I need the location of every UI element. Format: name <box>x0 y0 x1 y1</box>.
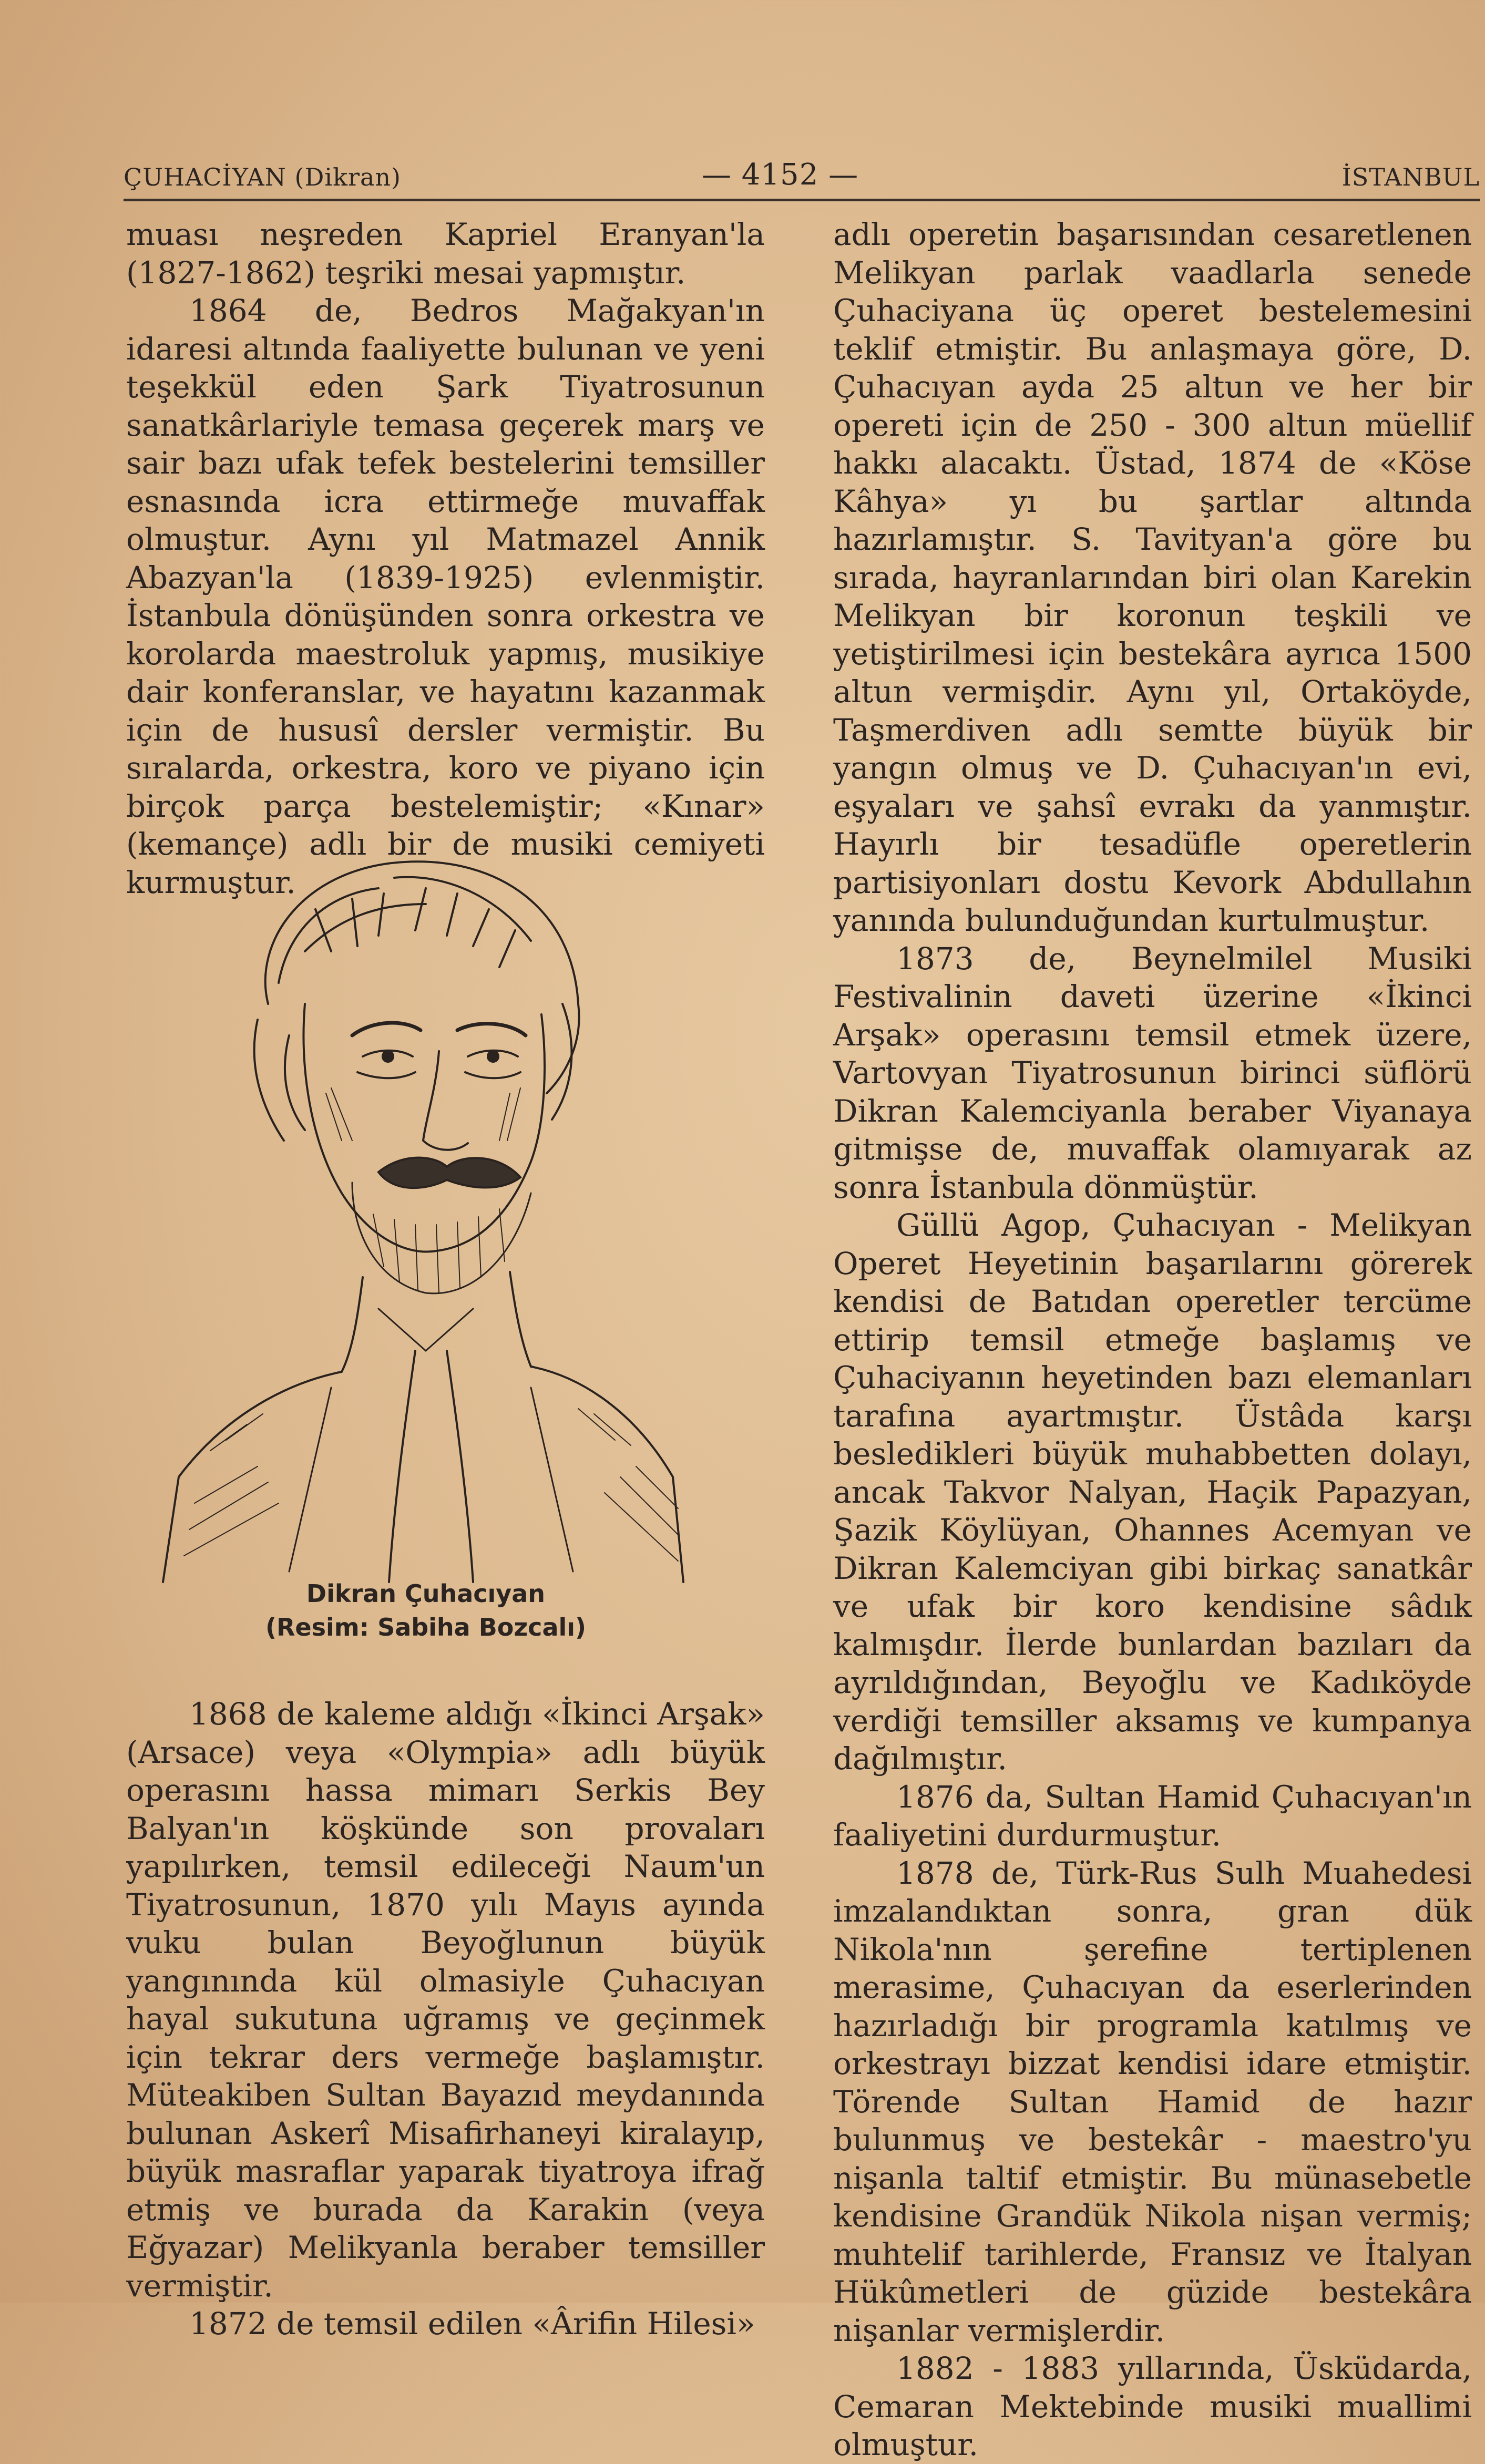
paragraph: 1868 de kaleme aldığı «İkinci Arşak» (Arsace) veya «Olympia» adlı büyük operasını hassa mimarı Serkis Bey Balyan'ın köşkünde son provaları yapılırken, temsil edileceği Naum'un Tiyatrosunun, 1870 yılı Mayıs ayında vuku bulan Beyoğlunun büyük yangınında kül olmasiyle Çuhacıyan hayal sukutuna uğramış ve geçinmek için tekrar ders vermeğe başlamıştır. Müteakiben Sultan Bayazıd meydanında bulunan Askerî Misafirhaneyi kiralayıp, büyük masraflar yaparak tiyatroya ifrağ etmiş ve burada da Karakin (veya Eğyazar) Melikyanla beraber temsiller vermiştir. <box>126 1696 765 2304</box>
paragraph: 1873 de, Beynelmilel Musiki Festivalinin daveti üzerine «İkinci Arşak» operasını temsil etmek üzere, Vartovyan Tiyatrosunun birinci süflörü Dikran Kalemciyanla beraber Viyanaya gitmişse de, muvaffak olamıyarak az sonra İstanbula dönmüştür. <box>833 940 1472 1205</box>
paragraph: 1878 de, Türk-Rus Sulh Muahedesi imzalandıktan sonra, gran dük Nikola'nın şerefine tertiplenen merasime, Çuhacıyan da eserlerinden hazırladığı bir programla katılmış ve orkestrayı bizzat kendisi idare etmiştir. Törende Sultan Hamid de hazır bulunmuş ve bestekâr - maestro'yu nişanla taltif etmiştir. Bu münasebetle kendisine Grandük Nikola nişan vermiş; muhtelif tarihlerde, Fransız ve İtalyan Hükûmetleri de güzide bestekâra nişanlar vermişlerdir. <box>833 1855 1472 2348</box>
running-header <box>124 158 1480 194</box>
paragraph: Güllü Agop, Çuhacıyan - Melikyan Operet Heyetinin başarılarını görerek kendisi de Batıdan operetler tercüme ettirip temsil etmeğe başlamış ve Çuhaciyanın heyetinden bazı elemanları tarafına ayartmıştır. Üstâda karşı besledikleri büyük muhabbetten dolayı, ancak Takvor Nalyan, Haçik Papazyan, Şazik Köylüyan, Ohannes Acemyan ve Dikran Kalemciyan gibi birkaç sanatkâr ve ufak bir koro kendisine sâdık kalmışdır. İlerde bunlardan bazıları da ayrıldığından, Beyoğlu ve Kadıköyde verdiği temsiller aksamış ve kumpanya dağılmıştır. <box>833 1207 1472 1777</box>
paragraph: 1876 da, Sultan Hamid Çuhacıyan'ın faaliyetini durdurmuştur. <box>833 1779 1472 1853</box>
right-column <box>833 215 1472 2464</box>
portrait-engraving <box>131 846 699 1593</box>
header-title: ÇUHACİYAN (Dikran) <box>124 163 401 191</box>
portrait-caption <box>221 1577 631 1644</box>
caption-credit: (Resim: Sabiha Bozcalı) <box>265 1613 587 1641</box>
caption-name: Dikran Çuhacıyan <box>306 1579 546 1608</box>
header-section: İSTANBUL <box>1341 163 1480 191</box>
paragraph: adlı operetin başarısından cesaretlenen Melikyan parlak vaadlarla senede Çuhaciyana üç operet bestelemesini teklif etmiştir. Bu anlaşmaya göre, D. Çuhacıyan ayda 25 altun ve her bir opereti için de 250 - 300 altun müellif hakkı alacaktı. Üstad, 1874 de «Köse Kâhya» yı bu şartlar altında hazırlamıştır. S. Tavityan'a göre bu sırada, hayranlarından biri olan Karekin Melikyan bir koronun teşkili ve yetiştirilmesi için bestekâra ayrıca 1500 altun vermişdir. Aynı yıl, Ortaköyde, Taşmerdiven adlı semtte büyük bir yangın olmuş ve D. Çuhacıyan'ın evi, eşyaları ve şahsî evrakı da yanmıştır. Hayırlı bir tesadüfle operetlerin partisiyonları dostu Kevork Abdullahın yanında bulunduğundan kurtulmuştur. <box>833 217 1472 938</box>
page-number: — 4152 — <box>702 158 859 192</box>
left-column-bottom <box>126 1695 765 2343</box>
left-column-top <box>126 215 765 901</box>
paragraph: 1864 de, Bedros Mağakyan'ın idaresi altında faaliyette bulunan ve yeni teşekkül eden Şark Tiyatrosunun sanatkârlariyle temasa geçerek marş ve sair bazı ufak tefek bestelerini temsiller esnasında icra ettirmeğe muvaffak olmuştur. Aynı yıl Matmazel Annik Abazyan'la (1839-1925) evlenmiştir. İstanbula dönüşünden sonra orkestra ve korolarda maestroluk yapmış, musikiye dair konferanslar, ve hayatını kazanmak için de hususî dersler vermiştir. Bu sıralarda, orkestra, koro ve piyano için birçok parça bestelemiştir; «Kınar» (kemançe) adlı bir de musiki cemiyeti kurmuştur. <box>126 293 765 900</box>
paragraph: 1872 de temsil edilen «Ârifin Hilesi» <box>189 2306 755 2342</box>
paragraph: 1882 - 1883 yıllarında, Üsküdarda, Cemaran Mektebinde musiki muallimi olmuştur. <box>833 2350 1472 2462</box>
header-rule <box>124 199 1480 201</box>
paragraph: muası neşreden Kapriel Eranyan'la (1827-1862) teşriki mesai yapmıştır. <box>126 217 765 291</box>
